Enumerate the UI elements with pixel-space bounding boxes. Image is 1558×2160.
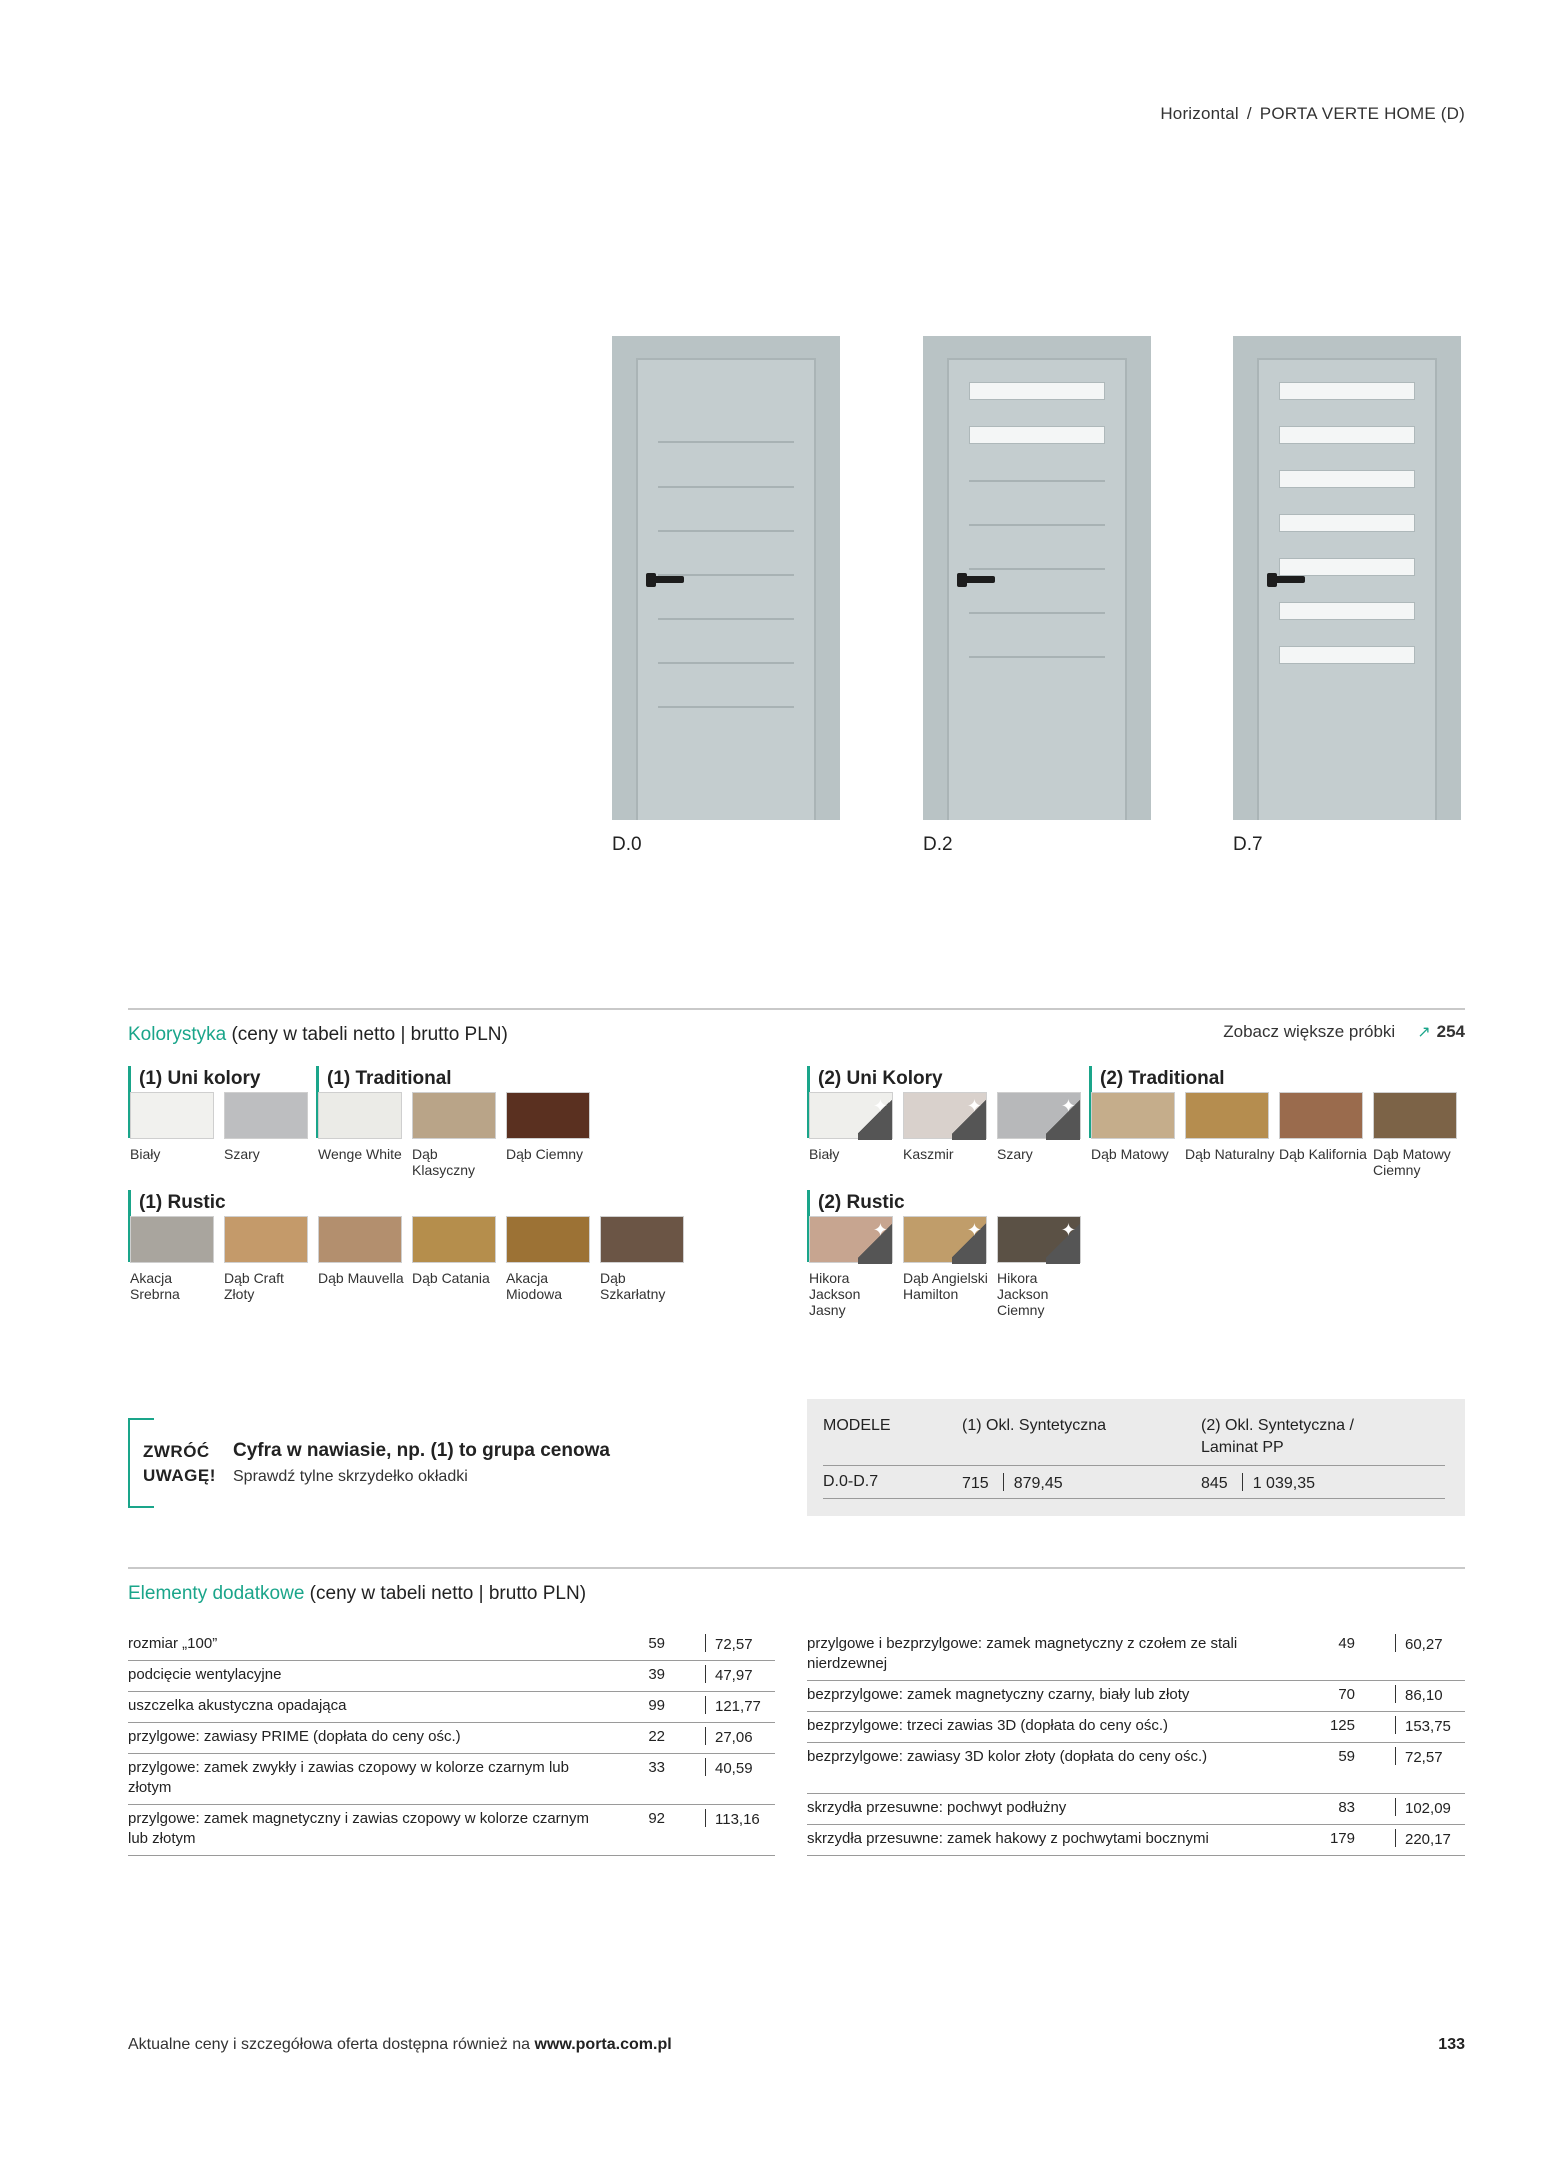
door-groove — [969, 612, 1105, 614]
color-swatch-name: Dąb Mauvella — [318, 1270, 404, 1286]
extras-item-net: 33 — [648, 1759, 665, 1776]
extras-row — [128, 1723, 775, 1754]
door-groove — [658, 706, 794, 708]
extras-item-name: podcięcie wentylacyjne — [128, 1666, 282, 1683]
color-group-label: (2) Rustic — [807, 1190, 905, 1262]
extras-item-name: przylgowe: zamek zwykły i zawias czopowy w kolorze czarnym lub złotym — [128, 1759, 569, 1796]
premium-diamond-icon: ✦ — [1046, 1217, 1080, 1264]
extras-item-name: skrzydła przesuwne: pochwyt podłużny — [807, 1799, 1067, 1816]
door-glass-pane — [1279, 382, 1415, 400]
price-table-model: D.0-D.7 — [823, 1473, 879, 1490]
color-swatch[interactable] — [318, 1092, 402, 1139]
door-handle-rose — [957, 573, 967, 587]
section-divider — [128, 1008, 1465, 1010]
color-swatch-name: Akacja Srebrna — [130, 1270, 180, 1302]
door-glass-pane — [1279, 558, 1415, 576]
extras-row — [128, 1692, 775, 1723]
color-group-label: (1) Rustic — [128, 1190, 226, 1262]
door-groove — [969, 656, 1105, 658]
extras-row — [807, 1712, 1465, 1743]
footer-note — [128, 2036, 672, 2054]
color-group-label: (1) Traditional — [316, 1066, 452, 1138]
price-table-divider — [823, 1465, 1445, 1466]
door-image-d0 — [612, 336, 840, 820]
color-swatch[interactable] — [318, 1216, 402, 1263]
notice-title: Cyfra w nawiasie, np. (1) to grupa cenowa — [233, 1440, 610, 1461]
color-swatch[interactable] — [412, 1092, 496, 1139]
extras-item-gross: 72,57 — [705, 1634, 753, 1655]
color-swatch[interactable] — [809, 1216, 893, 1263]
price-table-group1-price — [962, 1473, 1063, 1493]
color-swatch[interactable] — [903, 1092, 987, 1139]
breadcrumb-collection[interactable]: PORTA VERTE HOME (D) — [1259, 104, 1465, 123]
extras-item-gross: 86,10 — [1395, 1685, 1443, 1706]
color-swatch[interactable] — [997, 1092, 1081, 1139]
extras-item-gross: 60,27 — [1395, 1634, 1443, 1655]
color-swatch-name: Wenge White — [318, 1146, 402, 1162]
extras-item-gross: 113,16 — [705, 1809, 760, 1830]
extras-row — [807, 1743, 1465, 1794]
extras-item-name: przylgowe i bezprzylgowe: zamek magnetyczny z czołem ze stali nierdzewnej — [807, 1635, 1238, 1672]
color-swatch-name: Szary — [224, 1146, 260, 1162]
breadcrumb-separator: / — [1246, 104, 1252, 123]
extras-item-net: 83 — [1338, 1799, 1355, 1816]
extras-item-name: bezprzylgowe: zawiasy 3D kolor złoty (dopłata do ceny ośc.) — [807, 1748, 1208, 1765]
extras-row — [128, 1630, 775, 1661]
color-swatch[interactable] — [1091, 1092, 1175, 1139]
color-swatch[interactable] — [997, 1216, 1081, 1263]
extras-item-gross: 72,57 — [1395, 1747, 1443, 1768]
extras-item-net: 59 — [1338, 1748, 1355, 1765]
notice-label-line1: ZWRÓĆ — [143, 1442, 210, 1461]
color-swatch[interactable] — [130, 1216, 214, 1263]
notice-label — [143, 1440, 216, 1488]
colors-title-rest: (ceny w tabeli netto | brutto PLN) — [231, 1024, 508, 1045]
breadcrumb-section[interactable]: Horizontal — [1160, 104, 1239, 123]
color-swatch[interactable] — [1279, 1092, 1363, 1139]
extras-row — [807, 1630, 1465, 1681]
color-swatch-name: Hikora Jackson Ciemny — [997, 1270, 1049, 1318]
door-label-d0: D.0 — [612, 834, 642, 855]
extras-title-rest: (ceny w tabeli netto | brutto PLN) — [309, 1583, 587, 1604]
color-swatch-name: Dąb Klasyczny — [412, 1146, 476, 1178]
price-table-divider — [823, 1498, 1445, 1499]
extras-item-net: 92 — [648, 1810, 665, 1827]
extras-item-net: 125 — [1329, 1717, 1355, 1734]
extras-item-name: uszczelka akustyczna opadająca — [128, 1697, 347, 1714]
door-glass-pane — [1279, 646, 1415, 664]
door-groove — [969, 568, 1105, 570]
extras-item-gross: 102,09 — [1395, 1798, 1451, 1819]
color-swatch-name: Dąb Matowy — [1091, 1146, 1169, 1162]
door-glass-pane — [1279, 514, 1415, 532]
extras-item-name: przylgowe: zamek magnetyczny i zawias czopowy w kolorze czarnym lub złotym — [128, 1810, 589, 1847]
color-swatch-name: Dąb Naturalny — [1185, 1146, 1275, 1162]
breadcrumb — [1160, 104, 1465, 124]
door-glass-pane — [969, 382, 1105, 400]
extras-row — [128, 1805, 775, 1856]
price-gross: 1 039,35 — [1252, 1475, 1315, 1492]
color-swatch-name: Dąb Matowy Ciemny — [1373, 1146, 1451, 1178]
door-groove — [658, 486, 794, 488]
door-handle-rose — [1267, 573, 1277, 587]
door-glass-pane — [1279, 426, 1415, 444]
premium-diamond-icon: ✦ — [858, 1217, 892, 1264]
color-swatch-name: Szary — [997, 1146, 1033, 1162]
extras-item-net: 99 — [648, 1697, 665, 1714]
samples-link[interactable] — [1223, 1022, 1465, 1042]
extras-item-name: bezprzylgowe: trzeci zawias 3D (dopłata do ceny ośc.) — [807, 1717, 1168, 1734]
color-swatch[interactable] — [1373, 1092, 1457, 1139]
color-swatch-name: Biały — [809, 1146, 840, 1162]
extras-row — [128, 1754, 775, 1805]
page-number: 133 — [1438, 2036, 1465, 2053]
extras-title-accent: Elementy dodatkowe — [128, 1583, 305, 1604]
extras-item-gross: 220,17 — [1395, 1829, 1451, 1850]
color-swatch-name: Dąb Catania — [412, 1270, 490, 1286]
door-label-d2: D.2 — [923, 834, 953, 855]
extras-item-name: skrzydła przesuwne: zamek hakowy z pochwytami bocznymi — [807, 1830, 1209, 1847]
color-swatch-name: Dąb Craft Złoty — [224, 1270, 284, 1302]
extras-row — [128, 1661, 775, 1692]
color-swatch[interactable] — [506, 1216, 590, 1263]
color-swatch[interactable] — [506, 1092, 590, 1139]
extras-section-title — [128, 1583, 586, 1605]
color-swatch-name: Dąb Angielski Hamilton — [903, 1270, 988, 1302]
price-gross: 879,45 — [1013, 1475, 1063, 1492]
door-glass-pane — [969, 426, 1105, 444]
footer-text: Aktualne ceny i szczegółowa oferta dostępna również na — [128, 2036, 531, 2053]
extras-item-net: 22 — [648, 1728, 665, 1745]
notice-subtitle: Sprawdź tylne skrzydełko okładki — [233, 1468, 468, 1485]
color-swatch[interactable] — [224, 1216, 308, 1263]
extras-item-name: przylgowe: zawiasy PRIME (dopłata do ceny ośc.) — [128, 1728, 461, 1745]
price-table-header-group2: (2) Okl. Syntetyczna / Laminat PP — [1201, 1417, 1354, 1456]
extras-item-gross: 40,59 — [705, 1758, 753, 1779]
door-groove — [658, 441, 794, 443]
door-groove — [969, 524, 1105, 526]
colors-section-title — [128, 1024, 508, 1046]
color-group-label: (2) Uni Kolory — [807, 1066, 943, 1138]
door-groove — [658, 618, 794, 620]
color-swatch[interactable] — [600, 1216, 684, 1263]
door-image-d2 — [923, 336, 1151, 820]
color-swatch-name: Biały — [130, 1146, 161, 1162]
door-label-d7: D.7 — [1233, 834, 1263, 855]
price-table-header-model: MODELE — [823, 1417, 891, 1434]
extras-row — [807, 1825, 1465, 1856]
color-swatch-name: Dąb Kalifornia — [1279, 1146, 1367, 1162]
arrow-up-right-icon: ↗ — [1417, 1024, 1431, 1041]
door-glass-pane — [1279, 602, 1415, 620]
extras-item-gross: 27,06 — [705, 1727, 753, 1748]
door-handle-rose — [646, 573, 656, 587]
door-groove — [658, 662, 794, 664]
extras-row — [807, 1794, 1465, 1825]
door-image-d7 — [1233, 336, 1461, 820]
color-swatch[interactable] — [224, 1092, 308, 1139]
extras-item-net: 49 — [1338, 1635, 1355, 1652]
extras-row — [807, 1681, 1465, 1712]
footer-url-link[interactable]: www.porta.com.pl — [534, 2036, 672, 2053]
door-leaf — [636, 358, 816, 820]
color-group-label: (2) Traditional — [1089, 1066, 1225, 1138]
extras-item-gross: 153,75 — [1395, 1716, 1451, 1737]
colors-title-accent: Kolorystyka — [128, 1024, 227, 1045]
extras-item-net: 59 — [648, 1635, 665, 1652]
door-groove — [658, 530, 794, 532]
color-swatch-name: Hikora Jackson Jasny — [809, 1270, 861, 1318]
extras-item-net: 39 — [648, 1666, 665, 1683]
price-net: 845 — [1201, 1475, 1228, 1492]
color-swatch-name: Dąb Ciemny — [506, 1146, 584, 1162]
extras-item-net: 70 — [1338, 1686, 1355, 1703]
extras-item-name: bezprzylgowe: zamek magnetyczny czarny, biały lub złoty — [807, 1686, 1190, 1703]
color-swatch-name: Akacja Miodowa — [506, 1270, 563, 1302]
color-swatch-name: Kaszmir — [903, 1146, 954, 1162]
color-group-label: (1) Uni kolory — [128, 1066, 260, 1138]
premium-diamond-icon: ✦ — [952, 1217, 986, 1264]
extras-item-net: 179 — [1329, 1830, 1355, 1847]
extras-item-name: rozmiar „100” — [128, 1635, 218, 1652]
door-groove — [969, 480, 1105, 482]
price-table — [807, 1399, 1465, 1516]
extras-item-gross: 47,97 — [705, 1665, 753, 1686]
door-glass-pane — [1279, 470, 1415, 488]
extras-item-gross: 121,77 — [705, 1696, 761, 1717]
price-table-header-group1: (1) Okl. Syntetyczna — [962, 1417, 1107, 1434]
premium-diamond-icon: ✦ — [858, 1093, 892, 1140]
color-swatch-name: Dąb Szkarłatny — [600, 1270, 666, 1302]
color-swatch[interactable] — [130, 1092, 214, 1139]
premium-diamond-icon: ✦ — [1046, 1093, 1080, 1140]
samples-link-text[interactable]: Zobacz większe próbki — [1223, 1022, 1396, 1041]
door-leaf — [1257, 358, 1437, 820]
price-net: 715 — [962, 1475, 989, 1492]
samples-page-ref[interactable]: 254 — [1436, 1022, 1465, 1041]
section-divider — [128, 1567, 1465, 1569]
color-swatch[interactable] — [412, 1216, 496, 1263]
price-table-group2-price — [1201, 1473, 1315, 1493]
color-swatch[interactable] — [903, 1216, 987, 1263]
color-swatch[interactable] — [809, 1092, 893, 1139]
door-leaf — [947, 358, 1127, 820]
color-swatch[interactable] — [1185, 1092, 1269, 1139]
premium-diamond-icon: ✦ — [952, 1093, 986, 1140]
notice-label-line2: UWAGĘ! — [143, 1466, 216, 1485]
